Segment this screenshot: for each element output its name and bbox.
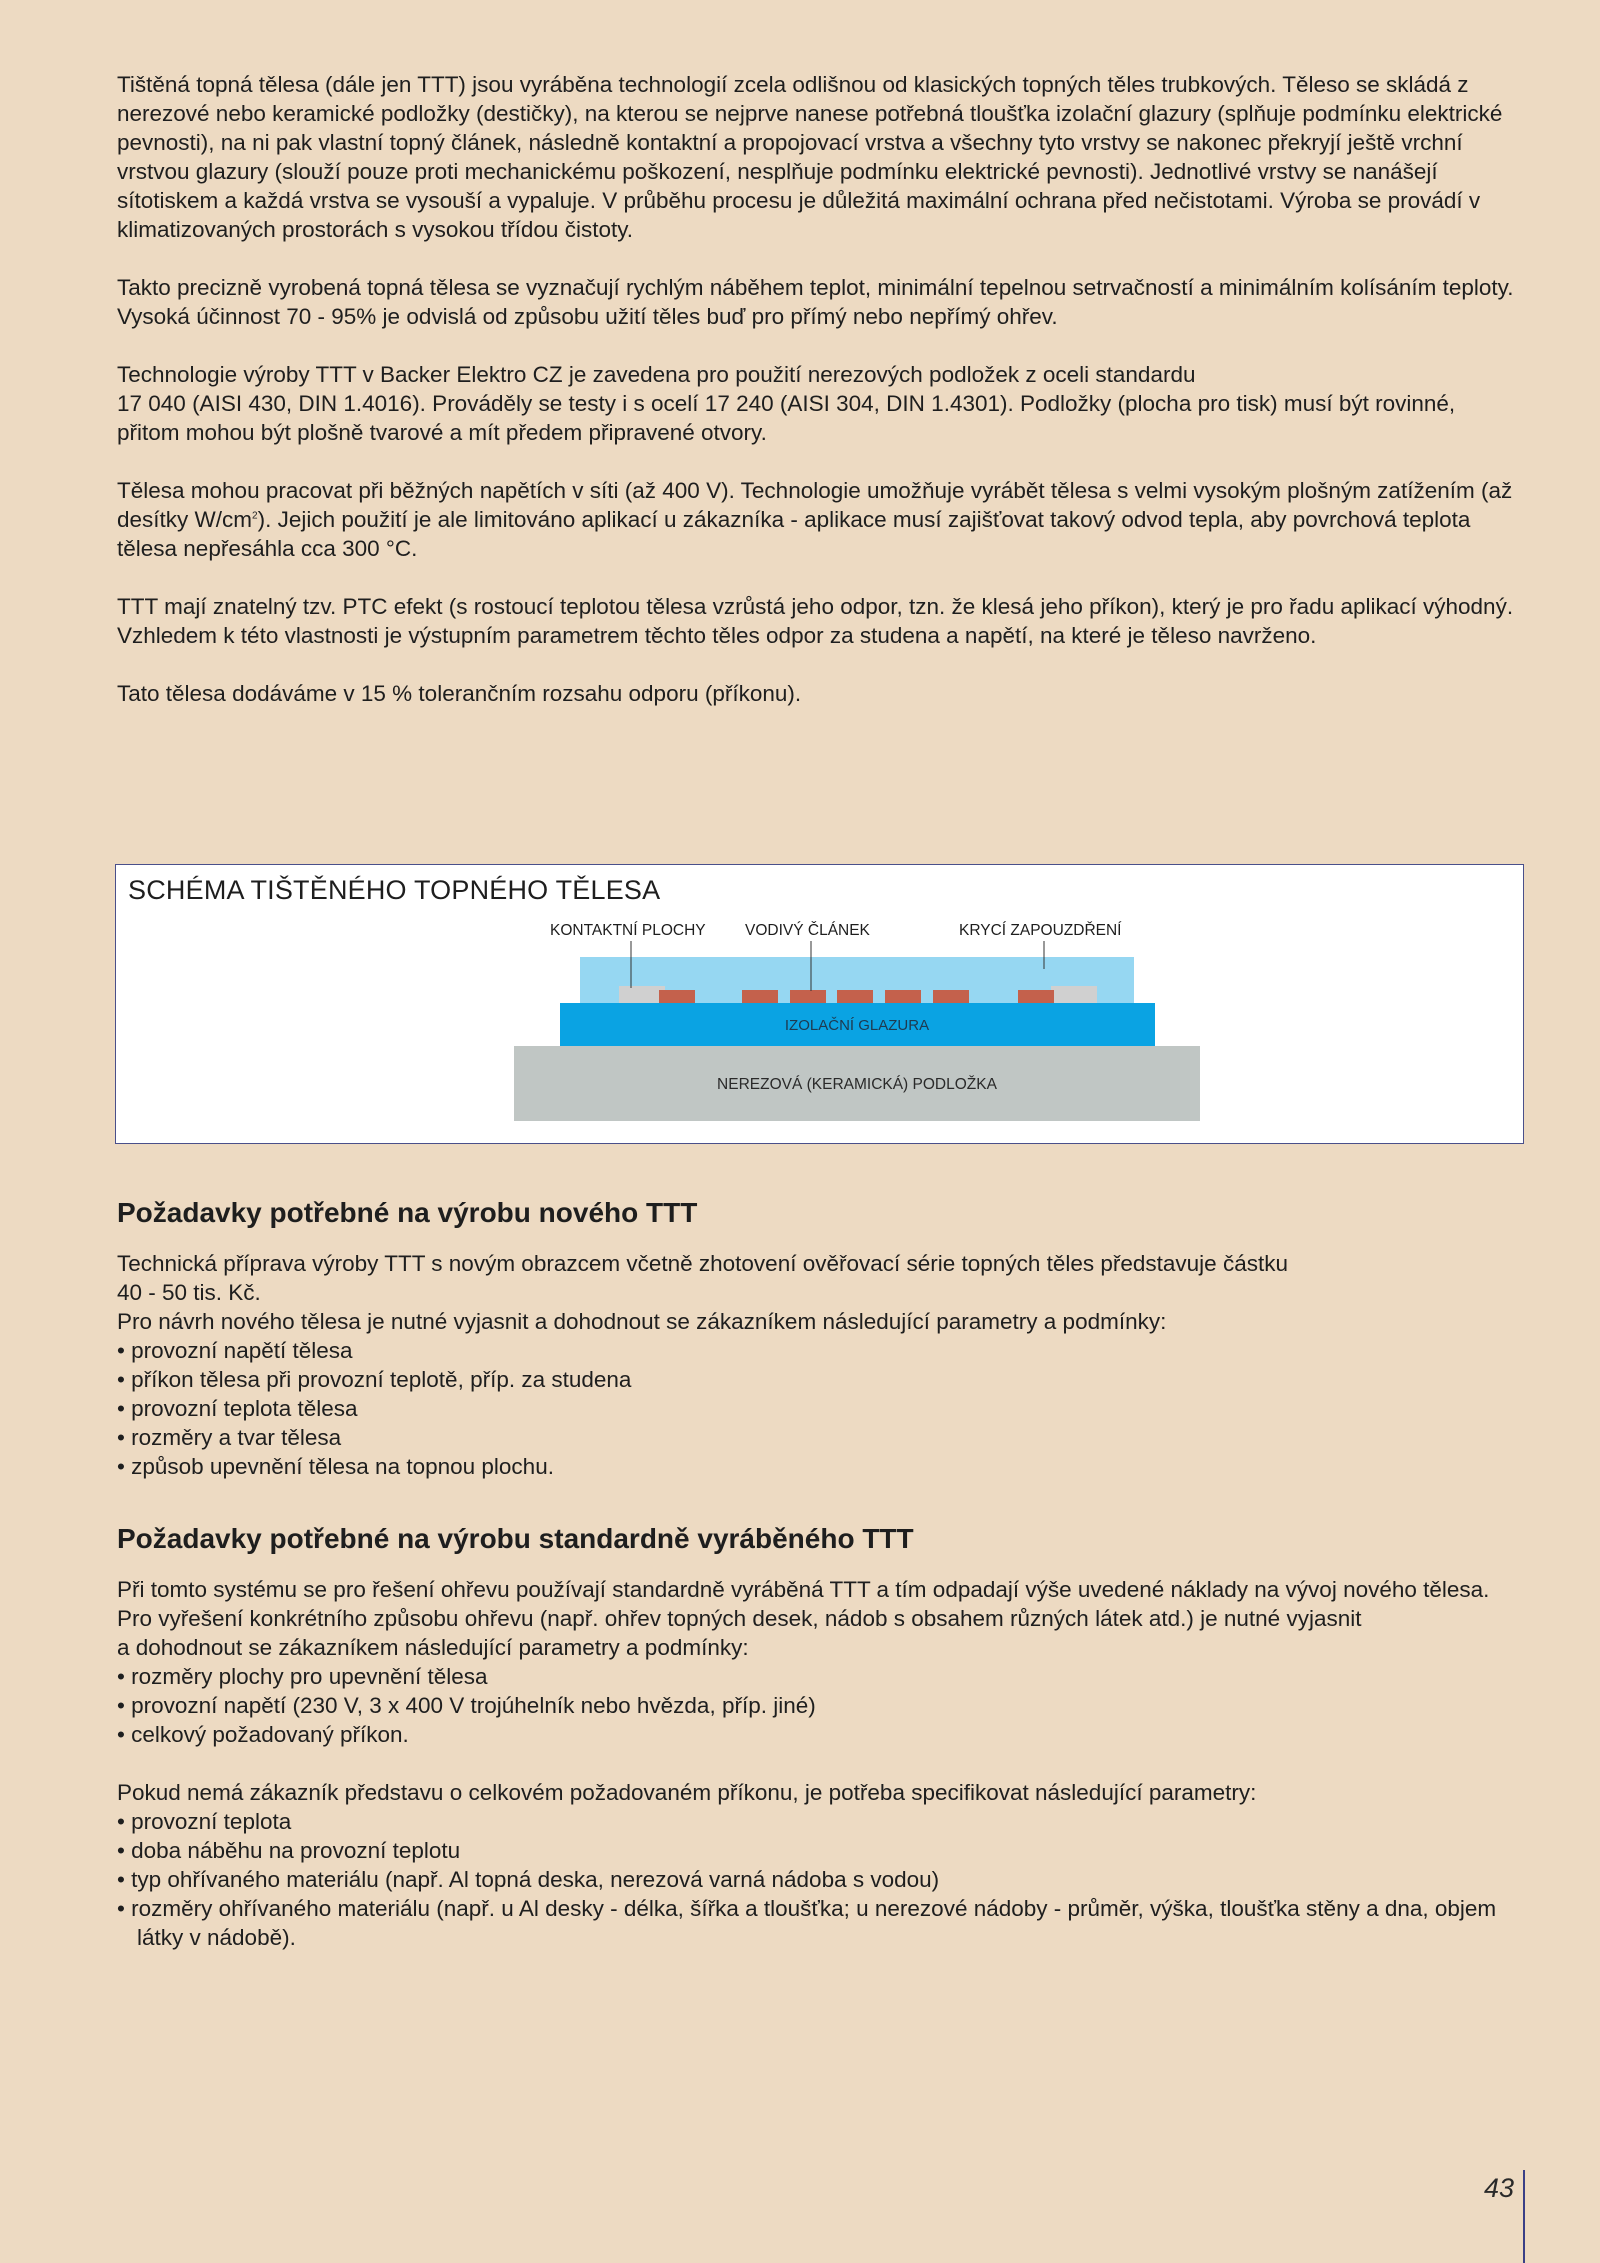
intro-paragraph-1: Tištěná topná tělesa (dále jen TTT) jsou vyráběna technologií zcela odlišnou od klasických topných těles trubkových. Těleso se skládá z nerezové nebo keramické podložky (destičky), na kterou se nejprve nanese potřebná tloušťka izolační glazury (splňuje podmínku elektrické pevnosti), na ni pak vlastní topný článek, následně kontaktní a propojovací vrstva a všechny tyto vrstvy se nakonec překryjí ještě vrchní vrstvou glazury (slouží pouze proti mechanickému poškození, nesplňuje podmínku elektrické pevnosti). Jednotlivé vrstvy se nanášejí sítotiskem a každá vrstva se vysouší a vypaluje. V průběhu procesu je důležitá maximální ochrana před nečistotami. Výroba se provádí v klimatizovaných prostorách s vysokou třídou čistoty. [117, 72, 1503, 242]
intro-paragraph-6: Tato tělesa dodáváme v 15 % tolerančním rozsahu odporu (příkonu). [117, 681, 802, 706]
label-conductor: VODIVÝ ČLÁNEK [745, 922, 870, 939]
list-item: • typ ohřívaného materiálu (např. Al topná deska, nerezová varná nádoba s vodou) [117, 1867, 940, 1892]
section-2-paragraph-2-line-2: a dohodnout se zákazníkem následující parametry a podmínky: [117, 1635, 749, 1660]
label-contact-pads: KONTAKTNÍ PLOCHY [550, 922, 706, 939]
intro-paragraph-4-part-1: Tělesa mohou pracovat při běžných napětích v síti (až 400 V). Technologie umožňuje vyrábět tělesa s velmi vysokým plošným zatížením (až desítky W/cm [117, 478, 1513, 532]
list-item: • rozměry a tvar tělesa [117, 1425, 342, 1450]
intro-paragraph-5: TTT mají znatelný tzv. PTC efekt (s rostoucí teplotou tělesa vzrůstá jeho odpor, tzn. že klesá jeho příkon), který je pro řadu aplikací výhodný. Vzhledem k této vlastnosti je výstupním parametrem těchto těles odpor za studena a napětí, na které je těleso navrženo. [117, 594, 1514, 648]
conductor-segment [659, 990, 695, 1003]
section-1-heading: Požadavky potřebné na výrobu nového TTT [117, 1197, 698, 1228]
intro-paragraph-3-line-1: Technologie výroby TTT v Backer Elektro CZ je zavedena pro použití nerezových podložek z oceli standardu [117, 362, 1196, 387]
list-item: • rozměry plochy pro upevnění tělesa [117, 1664, 488, 1689]
list-item: • příkon tělesa při provozní teplotě, příp. za studena [117, 1367, 632, 1392]
section-2-paragraph-1 [117, 1575, 1517, 1749]
list-item: • celkový požadovaný příkon. [117, 1722, 409, 1747]
section-1-paragraph-2: Pro návrh nového tělesa je nutné vyjasnit a dohodnout se zákazníkem následující parametry a podmínky: [117, 1309, 1167, 1334]
label-substrate: NEREZOVÁ (KERAMICKÁ) PODLOŽKA [717, 1076, 997, 1093]
conductor-segment [1018, 990, 1054, 1003]
intro-paragraph-3-line-2: 17 040 (AISI 430, DIN 1.4016). Prováděly se testy i s ocelí 17 240 (AISI 304, DIN 1.4301). Podložky (plocha pro tisk) musí být rovinné, přitom mohou být plošně tvarové a mít předem připravené otvory. [117, 391, 1456, 445]
superscript-2: 2 [252, 510, 258, 522]
section-standard-ttt [117, 1522, 1517, 1952]
intro-paragraph-4 [117, 476, 1517, 563]
section-1-paragraph-1-line-1: Technická příprava výroby TTT s novým obrazcem včetně zhotovení ověřovací série topných těles představuje částku [117, 1251, 1288, 1276]
section-2-paragraph-3-text: Pokud nemá zákazník představu o celkovém požadovaném příkonu, je potřeba specifikovat následující parametry: [117, 1780, 1257, 1805]
page-number-rule [1523, 2170, 1525, 2263]
list-item: • provozní teplota tělesa [117, 1396, 358, 1421]
conductor-segment [742, 990, 778, 1003]
list-item: • provozní napětí tělesa [117, 1338, 353, 1363]
list-item: • rozměry ohřívaného materiálu (např. u Al desky - délka, šířka a tloušťka; u nerezové nádoby - průměr, výška, tloušťka stěny a dna, objem látky v nádobě). [117, 1896, 1497, 1950]
schema-diagram-box [115, 864, 1524, 1144]
label-cover: KRYCÍ ZAPOUZDŘENÍ [959, 922, 1122, 939]
page-number: 43 [1484, 2173, 1515, 2203]
contact-pad-left [619, 986, 665, 1003]
intro-paragraph-3 [117, 360, 1517, 447]
list-item: • provozní teplota [117, 1809, 292, 1834]
list-item: • způsob upevnění tělesa na topnou plochu. [117, 1454, 554, 1479]
section-1-paragraph-1-line-2: 40 - 50 tis. Kč. [117, 1280, 261, 1305]
section-2-paragraph-1-text: Při tomto systému se pro řešení ohřevu používají standardně vyráběná TTT a tím odpadají výše uvedené náklady na vývoj nového tělesa. [117, 1577, 1490, 1602]
section-new-ttt [117, 1196, 1517, 1481]
section-2-paragraph-3 [117, 1778, 1517, 1952]
conductor-segment [837, 990, 873, 1003]
list-item: • doba náběhu na provozní teplotu [117, 1838, 461, 1863]
schema-title: SCHÉMA TIŠTĚNÉHO TOPNÉHO TĚLESA [128, 875, 661, 905]
conductor-segment [885, 990, 921, 1003]
intro-paragraph-2: Takto precizně vyrobená topná tělesa se vyznačují rychlým náběhem teplot, minimální tepelnou setrvačností a minimálním kolísáním teploty. Vysoká účinnost 70 - 95% je odvislá od způsobu užití těles buď pro přímý nebo nepřímý ohřev. [117, 275, 1514, 329]
label-glaze: IZOLAČNÍ GLAZURA [784, 1017, 930, 1034]
intro-paragraph-4-part-2: ). Jejich použití je ale limitováno aplikací u zákazníka - aplikace musí zajišťovat takový odvod tepla, aby povrchová teplota tělesa nepřesáhla cca 300 °C. [117, 507, 1471, 561]
list-item: • provozní napětí (230 V, 3 x 400 V trojúhelník nebo hvězda, příp. jiné) [117, 1693, 816, 1718]
heating-element-diagram [116, 865, 1522, 1142]
conductor-segment [790, 990, 826, 1003]
section-2-paragraph-2-line-1: Pro vyřešení konkrétního způsobu ohřevu (např. ohřev topných desek, nádob s obsahem různých látek atd.) je nutné vyjasnit [117, 1606, 1362, 1631]
intro-text [117, 70, 1517, 708]
section-2-heading: Požadavky potřebné na výrobu standardně vyráběného TTT [117, 1523, 914, 1554]
contact-pad-right [1051, 986, 1097, 1003]
conductor-segment [933, 990, 969, 1003]
section-1-paragraph-1 [117, 1249, 1517, 1481]
